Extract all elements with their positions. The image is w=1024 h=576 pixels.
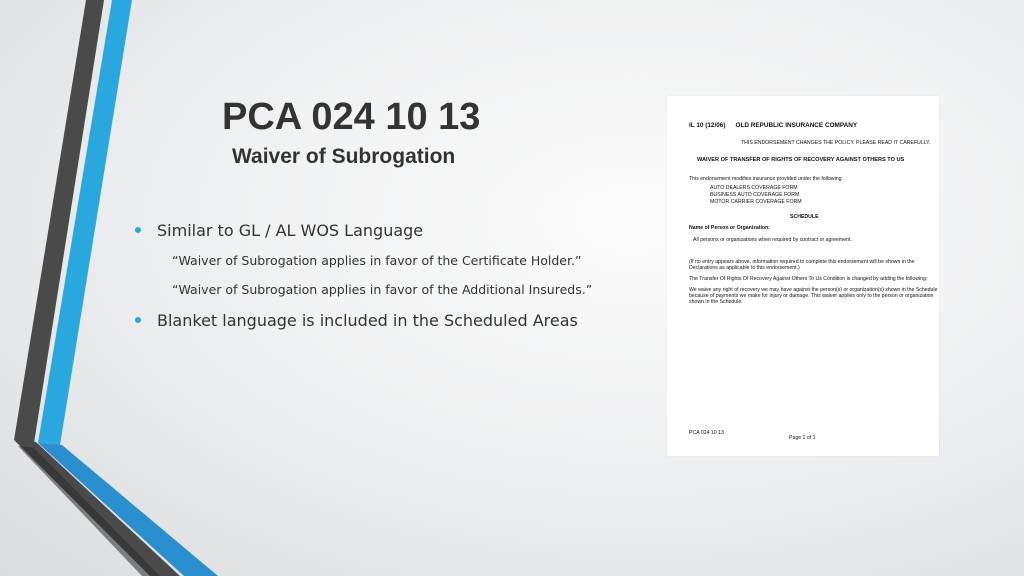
quote-additional-insureds: “Waiver of Subrogation applies in favor of the Additional Insureds.” — [172, 282, 593, 297]
waiver-line: because of payments we make for injury or damage. This waiver applies only to the person or organization — [689, 293, 934, 299]
slide-title: PCA 024 10 13 — [222, 96, 481, 138]
quote-certificate-holder: “Waiver of Subrogation applies in favor of the Certificate Holder.” — [172, 253, 582, 268]
no-entry-line: (If no entry appears above, information required to complete this endorsement will be shown in the — [689, 259, 915, 265]
bullet-text: Blanket language is included in the Scheduled Areas — [157, 311, 578, 330]
bullet-item — [157, 310, 578, 332]
document-header — [689, 122, 857, 130]
footer-form-number: PCA 024 10 13 — [689, 430, 724, 436]
endorsement-document-image — [667, 96, 939, 456]
waiver-line: We waive any right of recovery we may have against the person(s) or organization(s) shown in the Schedule — [689, 287, 938, 293]
company-name: OLD REPUBLIC INSURANCE COMPANY — [735, 122, 858, 129]
endorsement-title: WAIVER OF TRANSFER OF RIGHTS OF RECOVERY AGAINST OTHERS TO US — [697, 157, 905, 163]
modifies-text: This endorsement modifies insurance provided under the following: — [689, 176, 843, 182]
bullet-dot — [135, 227, 141, 233]
bullet-text: Similar to GL / AL WOS Language — [157, 221, 424, 240]
bullet-dot — [135, 317, 141, 323]
name-value: All persons or organizations when required by contract or agreement. — [693, 237, 852, 243]
form-code: IL 10 (12/06) — [689, 122, 726, 129]
coverage-form-item: BUSINESS AUTO COVERAGE FORM — [710, 192, 800, 198]
footer-page-number: Page 1 of 1 — [789, 435, 816, 441]
transfer-text: The Transfer Of Rights Of Recovery Against Others To Us Condition is changed by adding the following: — [689, 276, 928, 282]
coverage-form-item: MOTOR CARRIER COVERAGE FORM — [710, 199, 802, 205]
slide-subtitle: Waiver of Subrogation — [232, 145, 456, 168]
name-label: Name of Person or Organization: — [689, 225, 770, 231]
schedule-heading: SCHEDULE — [790, 214, 819, 220]
waiver-line: shown in the Schedule. — [689, 299, 743, 305]
no-entry-line: Declarations as applicable to this endorsement.) — [689, 265, 800, 271]
document-notice: THIS ENDORSEMENT CHANGES THE POLICY. PLEASE READ IT CAREFULLY. — [741, 140, 931, 146]
bullet-item — [157, 220, 423, 242]
coverage-form-item: AUTO DEALERS COVERAGE FORM — [710, 185, 798, 191]
